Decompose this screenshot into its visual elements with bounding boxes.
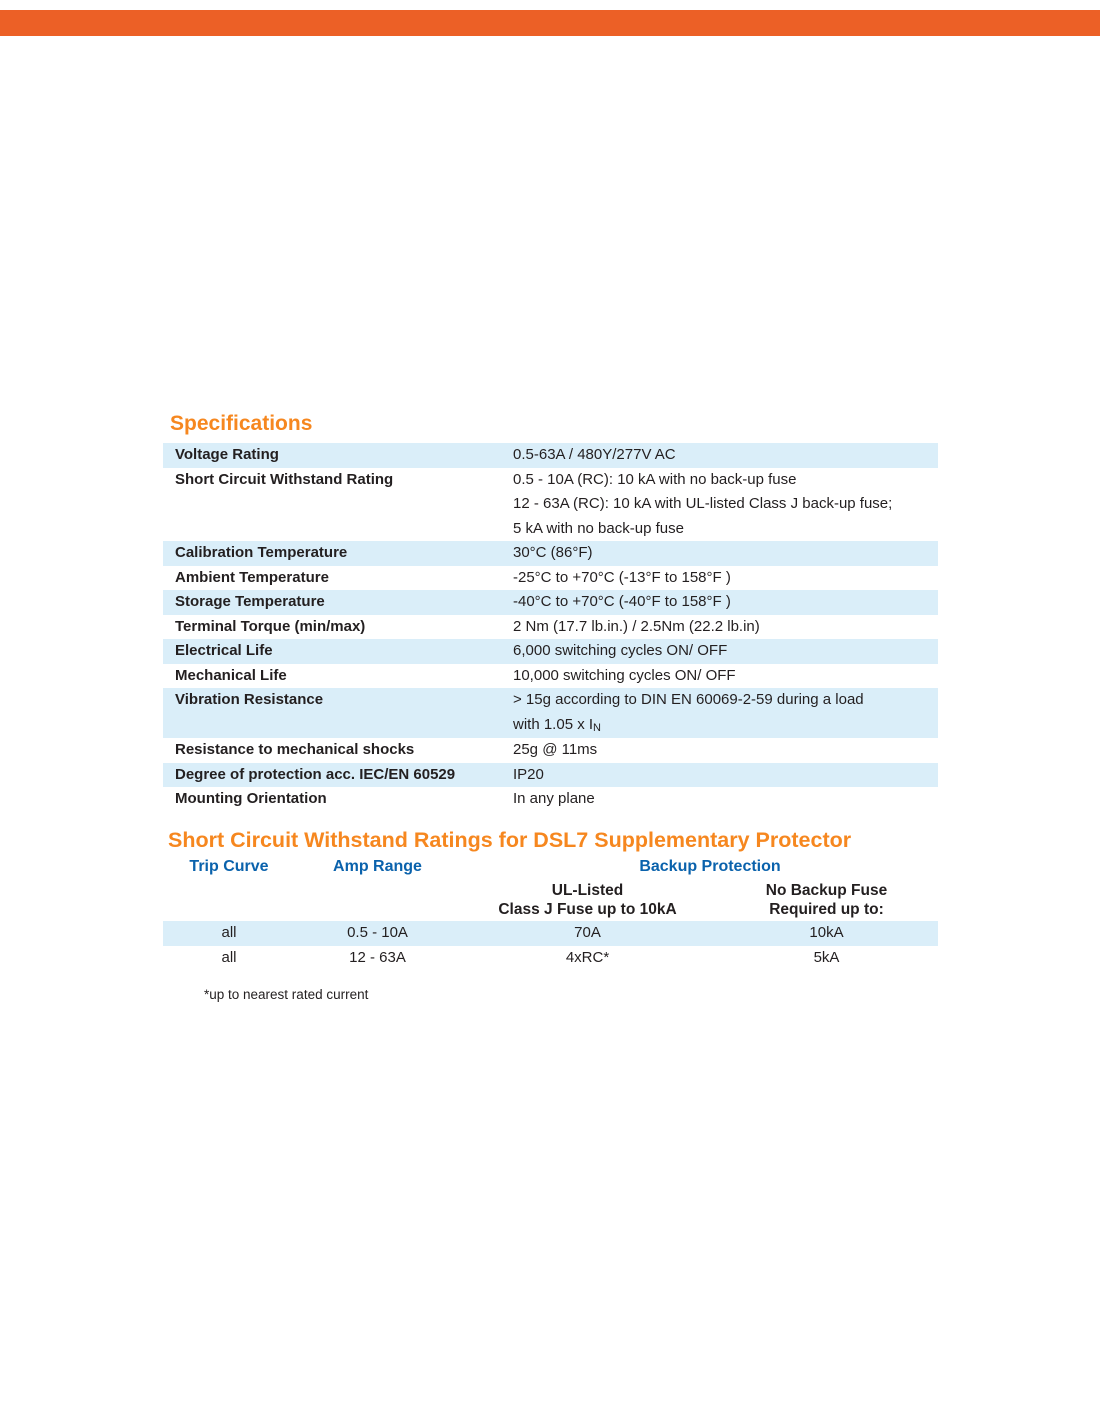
spec-label: Mechanical Life xyxy=(175,666,287,684)
spec-label: Resistance to mechanical shocks xyxy=(175,741,415,758)
cell-trip-curve: all xyxy=(221,948,237,966)
subheader-line: UL-Listed xyxy=(551,882,624,899)
cell-ul-listed: 70A xyxy=(574,924,601,941)
spec-value: In any plane xyxy=(513,790,595,807)
spec-value-line: 12 - 63A (RC): 10 kA with UL-listed Class J back-up fuse; xyxy=(513,495,893,512)
spec-value: 0.5-63A / 480Y/277V AC xyxy=(513,446,676,463)
spec-value: 6,000 switching cycles ON/ OFF xyxy=(513,642,728,659)
short-circuit-ratings-title: Short Circuit Withstand Ratings for DSL7 Supplementary Protector xyxy=(168,828,852,852)
specifications-title: Specifications xyxy=(170,412,313,435)
spec-row-mounting-orientation xyxy=(163,787,938,812)
spec-row-voltage-rating xyxy=(163,443,938,468)
column-header-trip-curve: Trip Curve xyxy=(189,858,269,875)
spec-row-mechanical-shocks xyxy=(163,738,938,763)
footnote: *up to nearest rated current xyxy=(204,987,369,1002)
spec-value: 25g @ 11ms xyxy=(513,741,598,758)
spec-label: Storage Temperature xyxy=(175,593,325,610)
spec-label: Voltage Rating xyxy=(175,446,279,463)
subscript-n: N xyxy=(593,721,601,734)
spec-row-ambient-temperature xyxy=(163,566,938,591)
spec-label: Degree of protection acc. IEC/EN 60529 xyxy=(175,765,456,783)
subheader-ul-listed xyxy=(460,881,715,919)
spec-value: 2 Nm (17.7 lb.in.) / 2.5Nm (22.2 lb.in) xyxy=(513,617,760,635)
spec-row-mechanical-life xyxy=(163,664,938,689)
spec-label: Mounting Orientation xyxy=(175,790,327,807)
specifications-table xyxy=(163,443,938,812)
spec-row-vibration-resistance xyxy=(163,688,938,738)
spec-row-degree-of-protection xyxy=(163,763,938,788)
ratings-header-row xyxy=(163,857,938,877)
spec-value-line: > 15g according to DIN EN 60069-2-59 during a load xyxy=(513,691,864,708)
top-accent-bar xyxy=(0,10,1100,36)
subheader-spacer xyxy=(295,881,460,919)
spec-value xyxy=(513,468,938,542)
spec-row-calibration-temperature xyxy=(163,541,938,566)
spec-label: Electrical Life xyxy=(175,642,273,659)
ratings-row xyxy=(163,946,938,971)
spec-label: Short Circuit Withstand Rating xyxy=(175,470,394,488)
spec-value-line xyxy=(513,713,938,739)
spec-label: Calibration Temperature xyxy=(175,544,348,561)
subheader-line: Class J Fuse up to 10kA xyxy=(498,901,677,918)
spec-value-line: 0.5 - 10A (RC): 10 kA with no back-up fuse xyxy=(513,470,797,488)
ratings-subheader-row xyxy=(163,881,938,919)
spec-value-text: with 1.05 x I xyxy=(513,715,594,733)
spec-label: Terminal Torque (min/max) xyxy=(175,617,366,635)
cell-amp-range: 12 - 63A xyxy=(349,948,406,966)
short-circuit-ratings-table xyxy=(163,857,938,970)
spec-value: -25°C to +70°C (-13°F to 158°F ) xyxy=(513,568,731,586)
column-header-amp-range: Amp Range xyxy=(333,858,422,875)
spec-row-storage-temperature xyxy=(163,590,938,615)
spec-value: 30°C (86°F) xyxy=(513,544,593,561)
cell-trip-curve: all xyxy=(221,924,237,941)
cell-ul-listed: 4xRC* xyxy=(565,948,610,966)
cell-amp-range: 0.5 - 10A xyxy=(347,924,408,941)
spec-row-terminal-torque xyxy=(163,615,938,640)
spec-value: 10,000 switching cycles ON/ OFF xyxy=(513,666,736,684)
spec-label: Vibration Resistance xyxy=(175,691,324,708)
spec-value xyxy=(513,688,938,738)
spec-value: IP20 xyxy=(513,765,544,783)
subheader-spacer xyxy=(163,881,295,919)
ratings-row xyxy=(163,921,938,946)
spec-row-short-circuit-withstand xyxy=(163,468,938,542)
spec-value: -40°C to +70°C (-40°F to 158°F ) xyxy=(513,593,731,610)
cell-no-backup: 5kA xyxy=(813,948,840,966)
spec-label: Ambient Temperature xyxy=(175,568,329,586)
spec-row-electrical-life xyxy=(163,639,938,664)
spec-value-line: 5 kA with no back-up fuse xyxy=(513,519,684,537)
cell-no-backup: 10kA xyxy=(809,924,844,941)
subheader-line: Required up to: xyxy=(769,901,884,918)
subheader-no-backup-fuse xyxy=(715,881,938,919)
subheader-line: No Backup Fuse xyxy=(765,882,888,899)
column-header-backup-protection: Backup Protection xyxy=(639,858,781,875)
